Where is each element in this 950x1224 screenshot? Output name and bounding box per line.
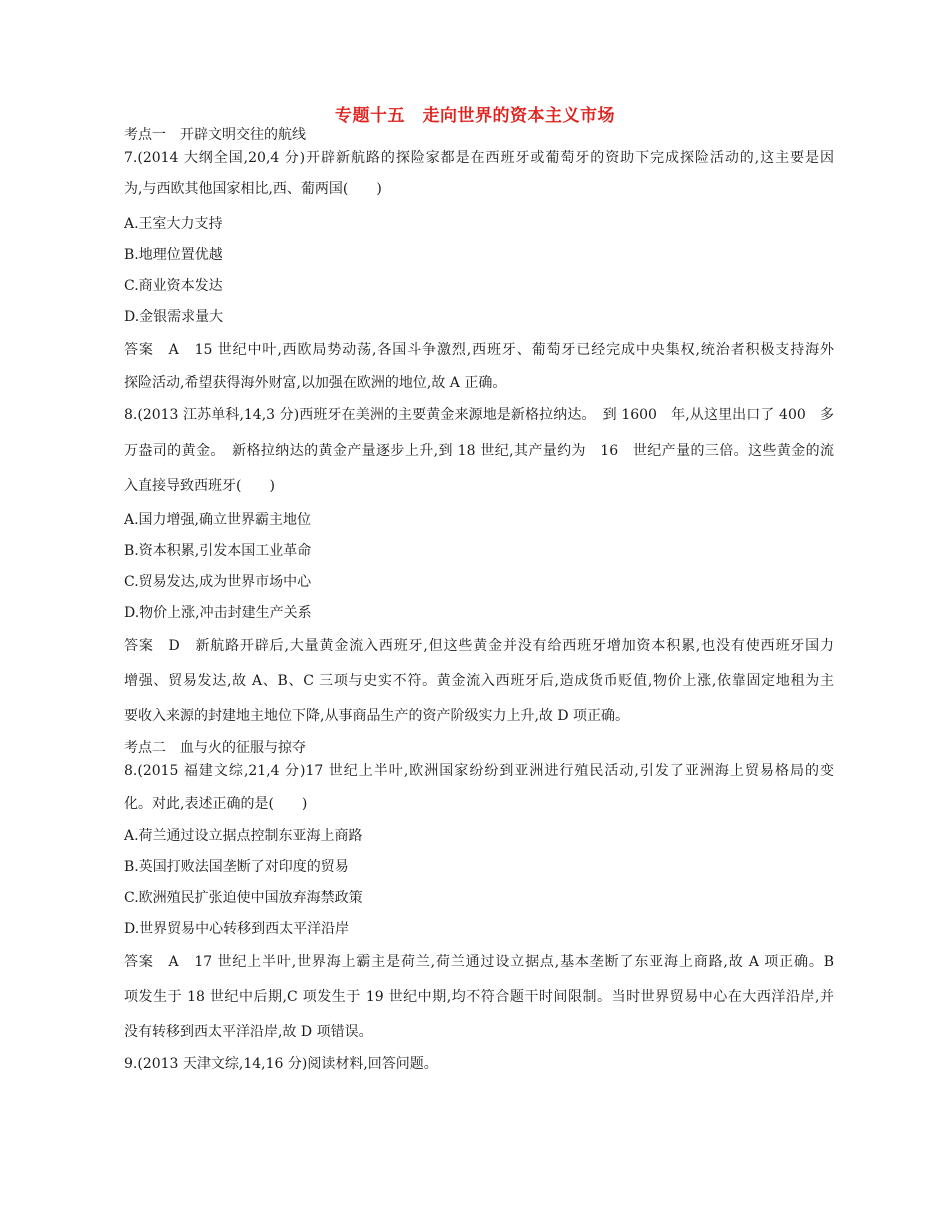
section-heading: 考点一 开辟文明交往的航线	[124, 127, 306, 143]
question-stem-line: 7.(2014 大纲全国,20,4 分)开辟新航路的探险家都是在西班牙或葡萄牙的资助下完成探险活动的,这主要是因	[124, 150, 834, 166]
answer-line: 答案 A 17 世纪上半叶,世界海上霸主是荷兰,荷兰通过设立据点,基本垄断了东亚海上商路,故 A 项正确。B	[124, 954, 834, 970]
answer-line: 没有转移到西太平洋沿岸,故 D 项错误。	[124, 1024, 373, 1040]
question-stem-line: 入直接导致西班牙( )	[124, 478, 275, 494]
question-stem-line: 万盎司的黄金。 新格拉纳达的黄金产量逐步上升,到 18 世纪,其产量约为 16 世纪产量的三倍。这些黄金的流	[124, 443, 834, 459]
section-heading: 考点二 血与火的征服与掠夺	[124, 740, 306, 756]
answer-line: 答案 A 15 世纪中叶,西欧局势动荡,各国斗争激烈,西班牙、葡萄牙已经完成中央集权,统治者积极支持海外	[124, 342, 834, 358]
answer-line: 项发生于 18 世纪中后期,C 项发生于 19 世纪中期,均不符合题干时间限制。当时世界贸易中心在大西洋沿岸,并	[124, 989, 834, 1005]
option-b: B.地理位置优越	[124, 247, 223, 263]
option-a: A.国力增强,确立世界霸主地位	[124, 512, 312, 528]
option-d: D.物价上涨,冲击封建生产关系	[124, 605, 312, 621]
answer-line: 探险活动,希望获得海外财富,以加强在欧洲的地位,故 A 正确。	[124, 375, 507, 391]
option-b: B.英国打败法国垄断了对印度的贸易	[124, 859, 349, 875]
question-stem-line: 8.(2013 江苏单科,14,3 分)西班牙在美洲的主要黄金来源地是新格拉纳达。 到 1600 年,从这里出口了 400 多	[124, 407, 834, 423]
answer-line: 答案 D 新航路开辟后,大量黄金流入西班牙,但这些黄金并没有给西班牙增加资本积累,也没有使西班牙国力	[124, 638, 834, 654]
question-stem-line: 为,与西欧其他国家相比,西、葡两国( )	[124, 181, 382, 197]
question-stem-line: 化。对此,表述正确的是( )	[124, 796, 308, 812]
answer-line: 增强、贸易发达,故 A、B、C 三项与史实不符。黄金流入西班牙后,造成货币贬值,物价上涨,依靠固定地租为主	[124, 673, 834, 689]
option-a: A.荷兰通过设立据点控制东亚海上商路	[124, 828, 363, 844]
option-d: D.金银需求量大	[124, 309, 224, 325]
answer-line: 要收入来源的封建地主地位下降,从事商品生产的资产阶级实力上升,故 D 项正确。	[124, 708, 630, 724]
option-a: A.王室大力支持	[124, 216, 223, 232]
option-b: B.资本积累,引发本国工业革命	[124, 543, 312, 559]
page-title: 专题十五 走向世界的资本主义市场	[335, 106, 615, 126]
question-stem-line: 8.(2015 福建文综,21,4 分)17 世纪上半叶,欧洲国家纷纷到亚洲进行殖民活动,引发了亚洲海上贸易格局的变	[124, 763, 834, 779]
option-d: D.世界贸易中心转移到西太平洋沿岸	[124, 921, 350, 937]
option-c: C.商业资本发达	[124, 278, 223, 294]
question-stem-line: 9.(2013 天津文综,14,16 分)阅读材料,回答问题。	[124, 1056, 438, 1072]
option-c: C.欧洲殖民扩张迫使中国放弃海禁政策	[124, 890, 363, 906]
option-c: C.贸易发达,成为世界市场中心	[124, 574, 312, 590]
